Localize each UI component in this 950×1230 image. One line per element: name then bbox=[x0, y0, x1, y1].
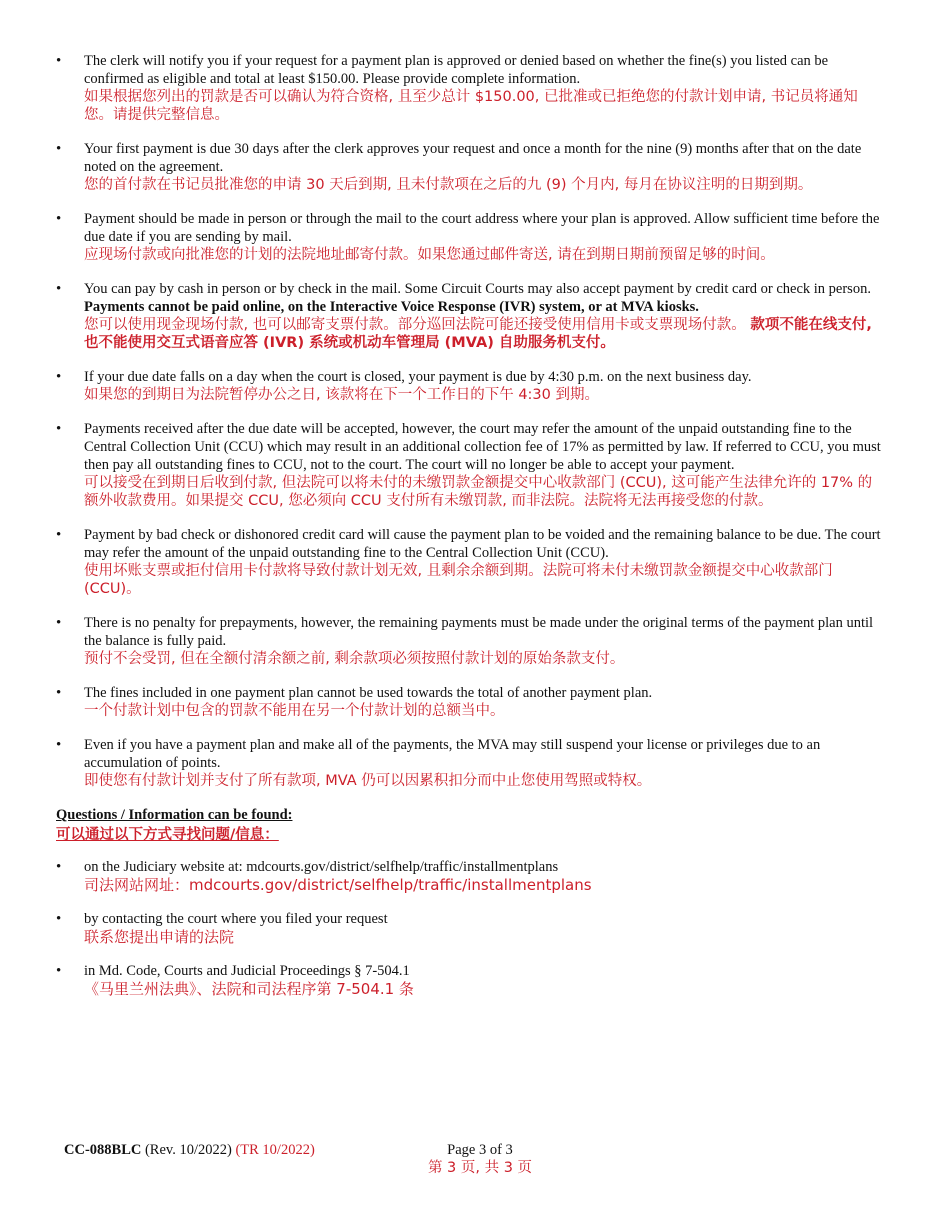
bullet-marker: • bbox=[56, 859, 62, 875]
bullet-text-english: The clerk will notify you if your request for a payment plan is approved or denied based on whether the fine(s) you listed can be confirmed as eligible and total at least $150.00. Please provide complete information. bbox=[84, 53, 829, 87]
bullet-marker: • bbox=[56, 211, 62, 227]
page-number-footer bbox=[420, 1141, 540, 1177]
bullet-text-chinese-normal: 您可以使用现金现场付款, 也可以邮寄支票付款。部分巡回法院可能还接受使用信用卡或支票现场付款。 bbox=[84, 317, 746, 333]
bullet-text-english: There is no penalty for prepayments, however, the remaining payments must be made under the original terms of the payment plan until the balance is fully paid. bbox=[84, 615, 874, 649]
questions-heading: Questions / Information can be found: bbox=[56, 807, 293, 823]
info-text-chinese: 《马里兰州法典》、法院和司法程序第 7-504.1 条 bbox=[84, 980, 414, 998]
bullet-text-chinese: 如果根据您列出的罚款是否可以确认为符合资格, 且至少总计 $150.00, 已批准或已拒绝您的付款计划申请, 书记员将通知您。请提供完整信息。 bbox=[84, 89, 858, 123]
form-code-footer bbox=[64, 1141, 315, 1159]
bullet-item bbox=[56, 420, 886, 510]
bullet-text-chinese: 可以接受在到期日后收到付款, 但法院可以将未付的未缴罚款金额提交中心收款部门 (CCU), 这可能产生法律允许的 17% 的额外收款费用。如果提交 CCU, 您必须向 CCU 支付所有未缴罚款, 而非法院。法院将无法再接受您的付款。 bbox=[84, 475, 873, 509]
bullet-text-english: Payments received after the due date will be accepted, however, the court may refer the amount of the unpaid outstanding fine to the Central Collection Unit (CCU) which may result in an additional collection fee of 17% as permitted by law. If referred to CCU, you must then pay all outstanding fines to CCU, not to the court. The court will no longer be able to accept your payment. bbox=[84, 421, 881, 473]
payment-plan-bullets bbox=[56, 52, 886, 1014]
form-revision: (Rev. 10/2022) bbox=[144, 1142, 232, 1158]
page-number-chinese: 第 3 页, 共 3 页 bbox=[427, 1160, 533, 1176]
bullet-marker: • bbox=[56, 911, 62, 927]
form-code: CC-088BLC bbox=[64, 1142, 142, 1158]
bullet-marker: • bbox=[56, 685, 62, 701]
bullet-text-chinese: 使用坏账支票或拒付信用卡付款将导致付款计划无效, 且剩余余额到期。法院可将未付未缴罚款金额提交中心收款部门 (CCU)。 bbox=[84, 563, 833, 597]
bullet-text-english: The fines included in one payment plan cannot be used towards the total of another payment plan. bbox=[84, 685, 653, 701]
info-text-chinese: 司法网站网址：mdcourts.gov/district/selfhelp/traffic/installmentplans bbox=[84, 876, 592, 894]
bullet-text-chinese: 预付不会受罚, 但在全额付清余额之前, 剩余款项必须按照付款计划的原始条款支付。 bbox=[84, 651, 625, 667]
bullet-item bbox=[56, 140, 886, 194]
bullet-item bbox=[56, 614, 886, 668]
bullet-marker: • bbox=[56, 615, 62, 631]
info-item-code bbox=[56, 962, 886, 998]
bullet-marker: • bbox=[56, 963, 62, 979]
bullet-item bbox=[56, 736, 886, 790]
bullet-marker: • bbox=[56, 737, 62, 753]
bullet-item bbox=[56, 210, 886, 264]
info-text-english: on the Judiciary website at: mdcourts.gov/district/selfhelp/traffic/installmentplans bbox=[84, 859, 559, 875]
info-item-website bbox=[56, 858, 886, 894]
bullet-marker: • bbox=[56, 53, 62, 69]
info-text-english: by contacting the court where you filed your request bbox=[84, 911, 388, 927]
bullet-marker: • bbox=[56, 421, 62, 437]
bullet-text-english: Payment by bad check or dishonored credit card will cause the payment plan to be voided and the remaining balance to be due. The court may refer the amount of the unpaid outstanding fine to the Central Collection Unit (CCU). bbox=[84, 527, 881, 561]
translation-revision: (TR 10/2022) bbox=[235, 1142, 315, 1158]
bullet-item bbox=[56, 52, 886, 124]
bullet-text-english-bold: Payments cannot be paid online, on the Interactive Voice Response (IVR) system, or at MVA kiosks. bbox=[84, 299, 699, 315]
bullet-text-english bbox=[84, 280, 886, 316]
bullet-marker: • bbox=[56, 369, 62, 385]
info-text-chinese: 联系您提出申请的法院 bbox=[84, 928, 235, 946]
page-number-english: Page 3 of 3 bbox=[447, 1142, 513, 1158]
bullet-marker: • bbox=[56, 281, 62, 297]
questions-heading-chinese: 可以通过以下方式寻找问题/信息： bbox=[56, 827, 279, 843]
bullet-text-english: Even if you have a payment plan and make all of the payments, the MVA may still suspend your license or privileges due to an accumulation of points. bbox=[84, 737, 821, 771]
bullet-text-chinese: 如果您的到期日为法院暂停办公之日, 该款将在下一个工作日的下午 4:30 到期。 bbox=[84, 387, 599, 403]
info-text-english: in Md. Code, Courts and Judicial Proceedings § 7-504.1 bbox=[84, 963, 410, 979]
bullet-text-chinese: 一个付款计划中包含的罚款不能用在另一个付款计划的总额当中。 bbox=[84, 703, 505, 719]
bullet-item bbox=[56, 368, 886, 404]
bullet-text-english-normal: You can pay by cash in person or by check in the mail. Some Circuit Courts may also accept payment by credit card or check in person. bbox=[84, 281, 871, 297]
bullet-text-chinese: 应现场付款或向批准您的计划的法院地址邮寄付款。如果您通过邮件寄送, 请在到期日期前预留足够的时间。 bbox=[84, 247, 775, 263]
info-item-contact-court bbox=[56, 910, 886, 946]
bullet-text-chinese bbox=[84, 316, 886, 352]
bullet-text-english: Payment should be made in person or through the mail to the court address where your plan is approved. Allow sufficient time before the due date if you are sending by mail. bbox=[84, 211, 880, 245]
bullet-item bbox=[56, 526, 886, 598]
bullet-text-chinese-bold: 款项不能在线支付, 也不能使用交互式语音应答 (IVR) 系统或机动车管理局 (MVA) 自助服务机支付。 bbox=[84, 317, 872, 351]
bullet-text-chinese: 您的首付款在书记员批准您的申请 30 天后到期, 且未付款项在之后的九 (9) 个月内, 每月在协议注明的日期到期。 bbox=[84, 177, 813, 193]
bullet-item bbox=[56, 280, 886, 352]
bullet-text-english: Your first payment is due 30 days after the clerk approves your request and once a month for the nine (9) months after that on the date noted on the agreement. bbox=[84, 141, 862, 175]
bullet-text-chinese: 即使您有付款计划并支付了所有款项, MVA 仍可以因累积扣分而中止您使用驾照或特权。 bbox=[84, 773, 652, 789]
bullet-item bbox=[56, 684, 886, 720]
bullet-marker: • bbox=[56, 527, 62, 543]
bullet-text-english: If your due date falls on a day when the court is closed, your payment is due by 4:30 p.m. on the next business day. bbox=[84, 369, 752, 385]
bullet-marker: • bbox=[56, 141, 62, 157]
